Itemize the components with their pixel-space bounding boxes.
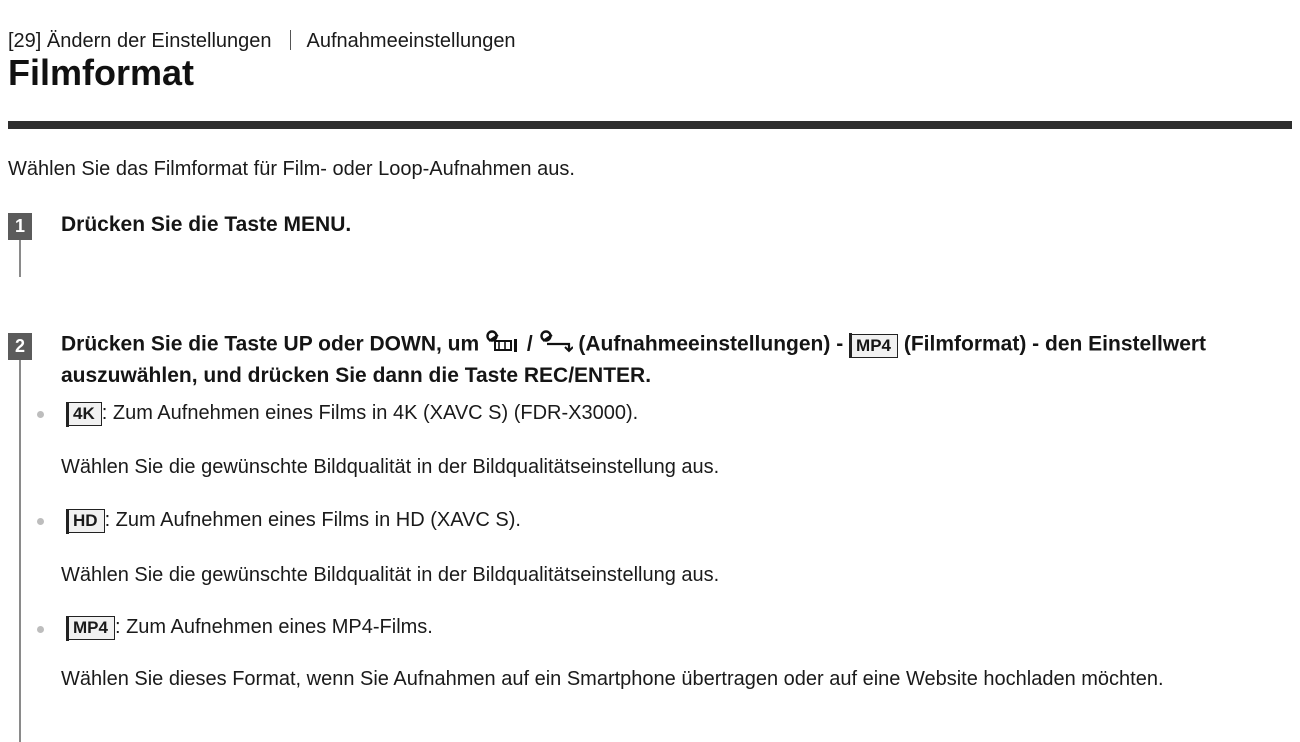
bullet-mp4	[37, 626, 44, 633]
step-1-number: 1	[8, 213, 32, 240]
title-divider	[8, 121, 1292, 129]
step-2-text-before: Drücken Sie die Taste UP oder DOWN, um	[61, 332, 485, 356]
step-2-icon-slash: /	[521, 332, 539, 356]
intro-text: Wählen Sie das Filmformat für Film- oder Loop-Aufnahmen aus.	[8, 158, 575, 180]
breadcrumb	[8, 30, 516, 53]
hd-badge-icon: HD	[66, 509, 105, 533]
option-hd	[66, 509, 521, 533]
option-4k	[66, 402, 638, 426]
option-mp4-text: : Zum Aufnehmen eines MP4-Films.	[114, 616, 433, 638]
option-mp4	[66, 616, 433, 640]
step-2-text-after: (Filmformat) - den Einstellwert auszuwählen, und drücken Sie dann die Taste REC/ENTER.	[61, 332, 1207, 387]
loop-settings-icon	[539, 329, 573, 361]
step-1-connector	[19, 240, 21, 277]
breadcrumb-section-link[interactable]: Aufnahmeeinstellungen	[306, 30, 516, 52]
step-2-connector	[19, 360, 21, 742]
step-1-text: Drücken Sie die Taste MENU.	[61, 213, 352, 236]
4k-badge-icon: 4K	[66, 402, 102, 426]
mp4-badge-icon: MP4	[849, 334, 898, 358]
option-hd-text: : Zum Aufnehmen eines Films in HD (XAVC S).	[104, 509, 521, 531]
option-4k-note: Wählen Sie die gewünschte Bildqualität in der Bildqualitätseinstellung aus.	[61, 456, 720, 478]
mp4-badge-icon: MP4	[66, 616, 115, 640]
step-2-number: 2	[8, 333, 32, 360]
bullet-4k	[37, 411, 44, 418]
option-hd-note: Wählen Sie die gewünschte Bildqualität in der Bildqualitätseinstellung aus.	[61, 564, 720, 586]
movie-settings-icon	[485, 329, 521, 361]
option-4k-text: : Zum Aufnehmen eines Films in 4K (XAVC S) (FDR-X3000).	[101, 402, 639, 424]
page-title: Filmformat	[8, 52, 195, 93]
step-2-text	[61, 329, 1293, 390]
breadcrumb-chapter-link[interactable]: [29] Ändern der Einstellungen	[8, 30, 272, 52]
step-2-text-middle: (Aufnahmeeinstellungen) -	[578, 332, 850, 356]
breadcrumb-separator	[290, 30, 291, 50]
option-mp4-note: Wählen Sie dieses Format, wenn Sie Aufnahmen auf ein Smartphone übertragen oder auf eine Website hochladen möchten.	[61, 668, 1164, 690]
bullet-hd	[37, 518, 44, 525]
